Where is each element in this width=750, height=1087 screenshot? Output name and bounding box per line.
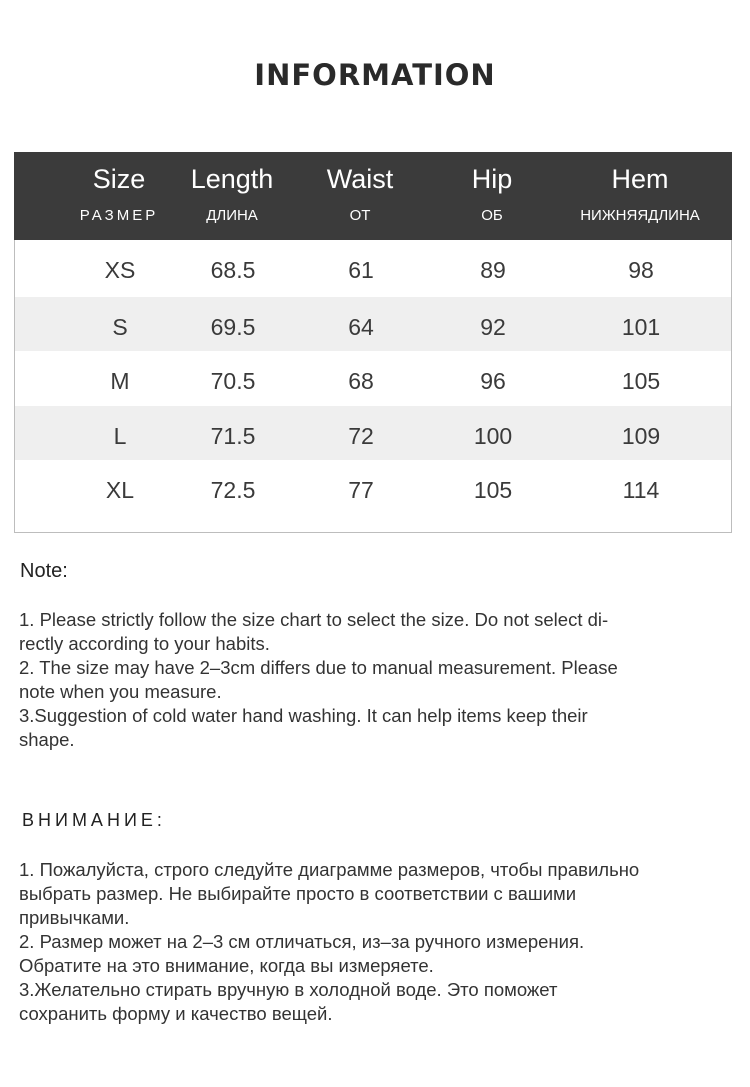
ru-note-line: привычками. — [19, 907, 130, 928]
cell-size: M — [110, 368, 130, 394]
table-row — [15, 460, 731, 514]
ru-note-line: 1. Пожалуйста, строго следуйте диаграмме размеров, чтобы правильно — [19, 859, 640, 880]
header-sublabel: РАЗМЕР — [79, 207, 159, 224]
cell-hip: 92 — [480, 314, 506, 340]
ru-note-line: 3.Желательно стирать вручную в холодной воде. Это поможет — [19, 979, 558, 1000]
cell-hem: 98 — [628, 257, 654, 283]
cell-size: S — [112, 314, 128, 340]
note-line: shape. — [19, 729, 75, 750]
header-sublabel: ОБ — [481, 207, 503, 224]
header-label: Hip — [471, 164, 513, 194]
note-line: 2. The size may have 2–3cm differs due to manual measurement. Please — [19, 657, 618, 678]
cell-hip: 96 — [480, 368, 506, 394]
note-line: 3.Suggestion of cold water hand washing. It can help items keep their — [19, 705, 588, 726]
header-label: Size — [92, 164, 146, 194]
note-line: note when you measure. — [19, 681, 222, 702]
cell-hem: 105 — [621, 368, 661, 394]
cell-size: L — [113, 423, 127, 449]
header-hem — [560, 152, 720, 240]
cell-hem: 109 — [621, 423, 661, 449]
cell-hip: 105 — [473, 477, 513, 503]
header-length — [180, 152, 284, 240]
header-label: Hem — [611, 164, 669, 194]
cell-length: 72.5 — [210, 477, 256, 503]
cell-hem: 101 — [621, 314, 661, 340]
header-hip — [442, 152, 542, 240]
ru-note-heading: ВНИМАНИЕ: — [22, 810, 166, 830]
note-line: 1. Please strictly follow the size chart to select the size. Do not select di- — [19, 609, 609, 630]
cell-waist: 72 — [348, 423, 374, 449]
cell-length: 69.5 — [210, 314, 256, 340]
page-title: INFORMATION — [254, 58, 496, 92]
header-waist — [310, 152, 410, 240]
size-chart-table — [14, 152, 732, 533]
cell-hip: 100 — [473, 423, 513, 449]
table-header — [14, 152, 732, 240]
ru-note-line: Обратите на это внимание, когда вы измеряете. — [19, 955, 434, 976]
table-row — [15, 351, 731, 405]
cell-waist: 77 — [348, 477, 374, 503]
cell-waist: 68 — [348, 368, 374, 394]
header-label: Length — [190, 164, 274, 194]
table-row — [15, 297, 731, 351]
note-line: rectly according to your habits. — [19, 633, 270, 654]
cell-length: 68.5 — [210, 257, 256, 283]
cell-hem: 114 — [622, 477, 660, 503]
cell-hip: 89 — [480, 257, 506, 283]
ru-note-body — [19, 858, 724, 1026]
ru-note-line: выбрать размер. Не выбирайте просто в соответствии с вашими — [19, 883, 577, 904]
ru-note-line: сохранить форму и качество вещей. — [19, 1003, 333, 1024]
header-sublabel: ОТ — [349, 207, 371, 224]
table-row — [15, 406, 731, 460]
note-body — [19, 608, 719, 752]
cell-waist: 61 — [348, 257, 374, 283]
cell-length: 70.5 — [210, 368, 256, 394]
ru-note-line: 2. Размер может на 2–3 см отличаться, из–за ручного измерения. — [19, 931, 585, 952]
table-row — [15, 240, 731, 294]
note-heading: Note: — [20, 560, 68, 582]
header-size — [64, 152, 174, 240]
header-label: Waist — [326, 164, 394, 194]
cell-size: XL — [105, 477, 135, 503]
header-sublabel: НИЖНЯЯДЛИНА — [580, 207, 700, 224]
cell-waist: 64 — [348, 314, 374, 340]
header-sublabel: ДЛИНА — [206, 207, 258, 224]
cell-length: 71.5 — [210, 423, 256, 449]
cell-size: XS — [104, 257, 136, 283]
